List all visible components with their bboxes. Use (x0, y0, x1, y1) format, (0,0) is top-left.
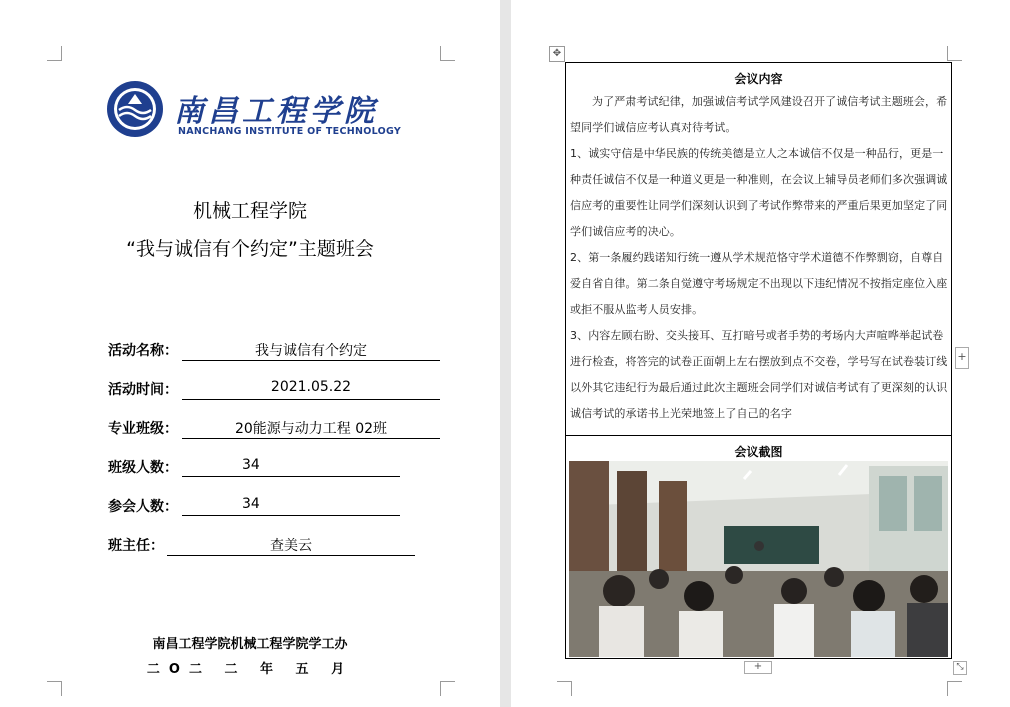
field-label: 参会人数： (108, 499, 178, 515)
meeting-table (565, 62, 952, 659)
field-value: 查美云 (167, 535, 415, 556)
cover-page (0, 0, 500, 707)
crop-mark (47, 46, 62, 61)
add-column-plus-icon[interactable]: + (955, 347, 969, 369)
crop-mark (47, 681, 62, 696)
content-heading: 会议内容 (734, 72, 783, 86)
content-paragraph: 为了严肃考试纪律，加强诚信考试学风建设召开了诚信考试主题班会，希望同学们诚信应考认真对待考试。 (570, 95, 948, 134)
logo-chinese-name: 南昌工程学院 (174, 94, 378, 129)
meeting-content-text (570, 89, 948, 427)
field-head-teacher (108, 535, 415, 557)
table-resize-icon[interactable]: ⤡ (953, 661, 967, 675)
crop-mark (947, 681, 962, 696)
field-label: 班级人数： (108, 460, 178, 476)
photo-heading: 会议截图 (734, 445, 783, 459)
field-attendance (108, 496, 400, 518)
field-value: 34 (182, 496, 400, 516)
meeting-photo-cell[interactable] (566, 436, 951, 658)
university-logo (106, 80, 402, 140)
field-activity-name (108, 340, 440, 362)
content-paragraph: 2、第一条履约践诺知行统一遵从学术规范恪守学术道德不作弊剽窃，自尊自爱自省自律。第二条自觉遵守考场规定不出现以下违纪情况不按指定座位入座或拒不服从监考人员安排。 (570, 251, 948, 316)
crop-mark (440, 681, 455, 696)
field-value: 34 (182, 457, 400, 477)
college-name: 机械工程学院 (192, 200, 307, 222)
content-page (511, 0, 1010, 707)
field-label: 活动时间： (108, 382, 178, 398)
field-label: 专业班级： (108, 421, 178, 437)
content-paragraph: 1、诚实守信是中华民族的传统美德是立人之本诚信不仅是一种品行，更是一种责任诚信不仅是一种道义更是一种准则，在会议上辅导员老师们多次强调诚信应考的重要性让同学们深刻认识到了考试作弊带来的严重后果更加坚定了同学们诚信应考的决心。 (570, 147, 948, 238)
field-value: 2021.05.22 (182, 379, 440, 400)
crop-mark (947, 46, 962, 61)
footer-date: 二O二 二 年 五 月 (146, 662, 354, 677)
field-activity-time (108, 379, 440, 401)
field-class (108, 418, 440, 440)
classroom-meeting-photo (569, 461, 948, 657)
footer-organization: 南昌工程学院机械工程学院学工办 (152, 637, 348, 652)
field-label: 活动名称： (108, 343, 178, 359)
content-paragraph: 3、内容左顾右盼、交头接耳、互打暗号或者手势的考场内大声喧哗举起试卷进行检查，将答完的试卷正面朝上左右摆放到点不交卷，学号写在试卷装订线以外其它违纪行为最后通过此次主题班会同学们对诚信考试有了更深刻的认识诚信考试的承诺书上光荣地签上了自己的名字 (570, 329, 948, 420)
meeting-subject-title: “我与诚信有个约定”主题班会 (126, 238, 374, 260)
field-class-size (108, 457, 400, 479)
field-value: 20能源与动力工程 02班 (182, 418, 440, 439)
table-move-handle-icon[interactable]: ✥ (549, 46, 565, 62)
university-seal-icon (106, 80, 164, 138)
crop-mark (440, 46, 455, 61)
logo-english-name: NANCHANG INSTITUTE OF TECHNOLOGY (178, 126, 402, 137)
field-label: 班主任： (108, 538, 164, 554)
add-row-plus-icon[interactable]: + (744, 661, 772, 674)
crop-mark (557, 681, 572, 696)
field-value: 我与诚信有个约定 (182, 340, 440, 361)
meeting-content-cell[interactable] (566, 63, 951, 436)
